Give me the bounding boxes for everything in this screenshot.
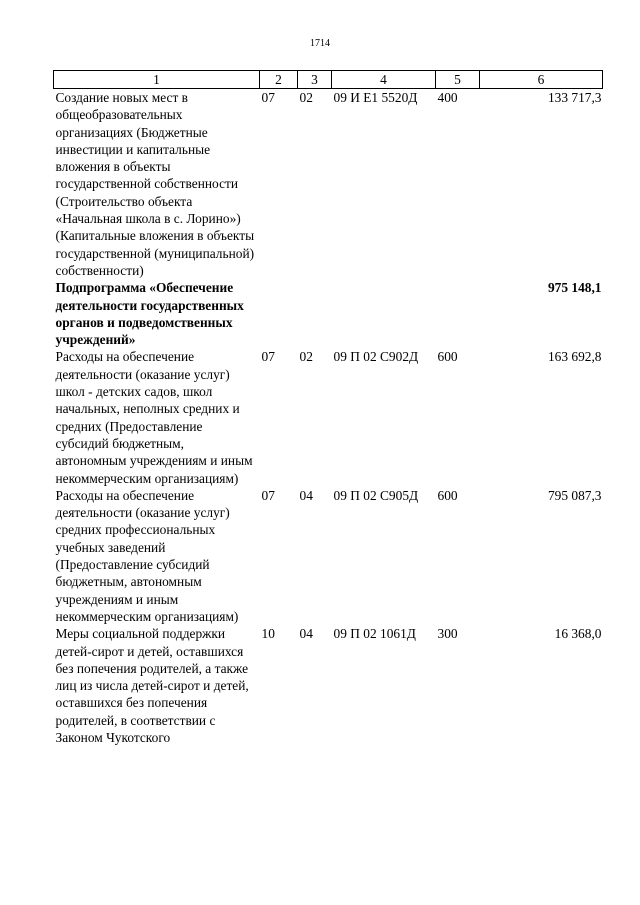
table-row (54, 89, 603, 280)
budget-table (53, 70, 603, 746)
row-subsection: 02 (299, 349, 313, 365)
row-target: 09 П 02 С905Д (333, 487, 419, 503)
row-amount: 975 148,1 (547, 280, 602, 296)
row-target: 09 П 02 С902Д (333, 349, 419, 365)
row-section: 07 (261, 90, 275, 105)
row-type: 300 (437, 626, 458, 642)
row-section: 07 (261, 487, 275, 503)
row-amount: 163 692,8 (547, 349, 602, 365)
row-section (260, 279, 298, 348)
row-amount: 16 368,0 (554, 626, 602, 642)
row-type (436, 279, 480, 348)
table-row-subprogram (54, 279, 603, 348)
row-target: 09 И Е1 5520Д (333, 90, 418, 105)
row-type: 600 (437, 487, 458, 503)
page-number: 1714 (310, 38, 330, 49)
header-col-5: 5 (436, 71, 480, 89)
header-col-4: 4 (332, 71, 436, 89)
table-row (54, 625, 603, 746)
row-target (332, 279, 436, 348)
header-col-2: 2 (260, 71, 298, 89)
row-amount: 133 717,3 (547, 90, 602, 105)
row-section: 10 (261, 626, 275, 642)
table-header-row (54, 71, 603, 89)
row-target: 09 П 02 1061Д (333, 626, 416, 642)
row-type: 600 (437, 349, 458, 365)
table-row (54, 348, 603, 486)
header-col-3: 3 (298, 71, 332, 89)
row-section: 07 (261, 349, 275, 365)
row-subsection (298, 279, 332, 348)
row-subsection: 02 (299, 90, 313, 105)
row-type: 400 (437, 90, 458, 105)
row-subsection: 04 (299, 487, 313, 503)
row-name: Подпрограмма «Обеспечение деятельности государственных органов и подведомственных учреждений» (55, 280, 244, 348)
table-row (54, 487, 603, 625)
header-col-1: 1 (54, 71, 260, 89)
row-subsection: 04 (299, 626, 313, 642)
row-name: Меры социальной поддержки детей-сирот и детей, оставшихся без попечения родителей, а также лиц из числа детей-сирот и детей, оставшихся без попечения родителей, в соответствии с Законом Чукотского (55, 626, 249, 745)
row-amount: 795 087,3 (547, 487, 602, 503)
row-name: Создание новых мест в общеобразовательных организациях (Бюджетные инвестиции и капитальные вложения в объекты государственной собственности (Строительство объекта «Начальная школа в с. Лорино») (Капитальные вложения в объекты государственной (муниципальной) собственности) (55, 90, 255, 278)
row-name: Расходы на обеспечение деятельности (оказание услуг) средних профессиональных учебных заведений (Предоставление субсидий бюджетным, автономным учреждениям и иным некоммерческим организациям) (55, 487, 239, 624)
header-col-6: 6 (480, 71, 603, 89)
row-name: Расходы на обеспечение деятельности (оказание услуг) школ - детских садов, школ начальных, неполных средних и средних (Предоставление субсидий бюджетным, автономным учреждениям и иным некоммерческим организациям) (55, 349, 253, 486)
